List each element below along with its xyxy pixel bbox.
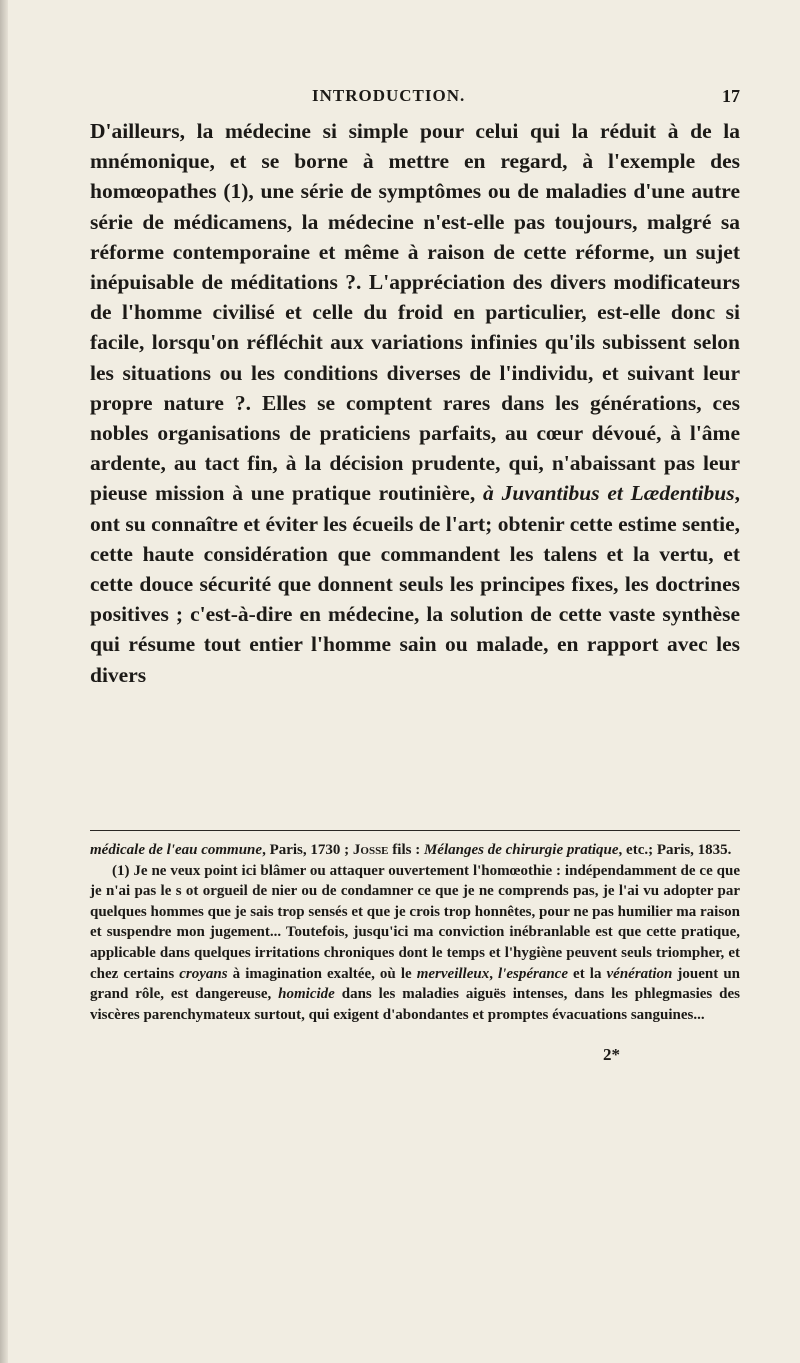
footnote-text: jouent un grand rôle, est dangereuse, bbox=[90, 965, 740, 1003]
footnote-text: , etc.; Paris, 1835. bbox=[618, 842, 732, 858]
footnote-text: et la bbox=[568, 965, 607, 982]
footnote-italic: vénération bbox=[606, 965, 673, 982]
footnote-italic: homicide bbox=[278, 986, 335, 1003]
footnote-italic: Mélanges de chirurgie pratique bbox=[423, 842, 619, 858]
page-number: 17 bbox=[722, 86, 740, 106]
footnote-1 bbox=[90, 861, 740, 1026]
footnote-italic: médicale de l'eau commune bbox=[90, 842, 263, 858]
author-name: Josse bbox=[352, 842, 389, 858]
main-text-part-2: , ont su connaître et éviter les écueils de l'art; obtenir cette estime sentie, cette haute considération que commandent les talens et la vertu, et cette douce sécurité que donnent seuls les principes fixes, les doctrines positives ; c'est-à-dire en médecine, la solution de cette vaste synthèse qui résume tout entier l'homme sain ou malade, en rapport avec les divers bbox=[90, 481, 740, 687]
page-header bbox=[90, 86, 740, 108]
latin-phrase: à Juvantibus et Lædentibus bbox=[483, 481, 735, 506]
footnote-italic: croyans bbox=[179, 965, 228, 982]
footnote-text: fils : bbox=[388, 842, 424, 858]
footnote-text: à imagination exaltée, où le bbox=[227, 965, 417, 982]
main-paragraph bbox=[90, 116, 740, 690]
footnote-text: , Paris, 1730 ; bbox=[262, 842, 353, 858]
footnote-continuation bbox=[90, 840, 740, 861]
signature-mark: 2* bbox=[603, 1045, 620, 1064]
footnote-divider bbox=[90, 830, 740, 831]
footnote-italic: merveilleux bbox=[416, 965, 490, 982]
running-title: INTRODUCTION. bbox=[312, 86, 466, 105]
footnote-text: , bbox=[489, 965, 499, 982]
footnote-italic: l'espérance bbox=[498, 965, 568, 982]
footnote-text: (1) Je ne veux point ici blâmer ou attaquer ouvertement l'homœothie : indépendamment de ce que je n'ai pas le s ot orgueil de nier ou de condamner ce que je ne comprends pas, je l'ai vu adopter par quelques hommes que je sais trop sensés et que je crois trop honnêtes, pour ne pas humilier ma raison et suspendre mon jugement... Toutefois, jusqu'ici ma conviction inébranlable est que cette pratique, applicable dans quelques irritations chroniques dont le temps et l'hygiène peuvent seuls triompher, et chez certains bbox=[90, 862, 740, 982]
main-text-part-1: D'ailleurs, la médecine si simple pour celui qui la réduit à de la mnémonique, et se borne à mettre en regard, à l'exemple des homœopathes (1), une série de symptômes ou de maladies d'une autre série de médicamens, la médecine n'est-elle pas toujours, malgré sa réforme contemporaine et même à raison de cette réforme, un sujet inépuisable de méditations ?. L'appréciation des divers modificateurs de l'homme civilisé et celle du froid en particulier, est-elle donc si facile, lorsqu'on réfléchit aux variations infinies qu'ils subissent selon les situations ou les conditions diverses de l'individu, et suivant leur propre nature ?. Elles se comptent rares dans les générations, ces nobles organisations de praticiens parfaits, au cœur dévoué, à l'âme ardente, au tact fin, à la décision prudente, qui, n'abaissant pas leur pieuse mission à une pratique routinière, bbox=[90, 119, 740, 506]
page-edge bbox=[0, 0, 8, 1363]
footnotes bbox=[90, 840, 740, 1025]
footnote-text: dans les maladies aiguës intenses, dans les phlegmasies des viscères parenchymateux surtout, qui exigent d'abondantes et promptes évacuations sanguines... bbox=[90, 986, 740, 1023]
